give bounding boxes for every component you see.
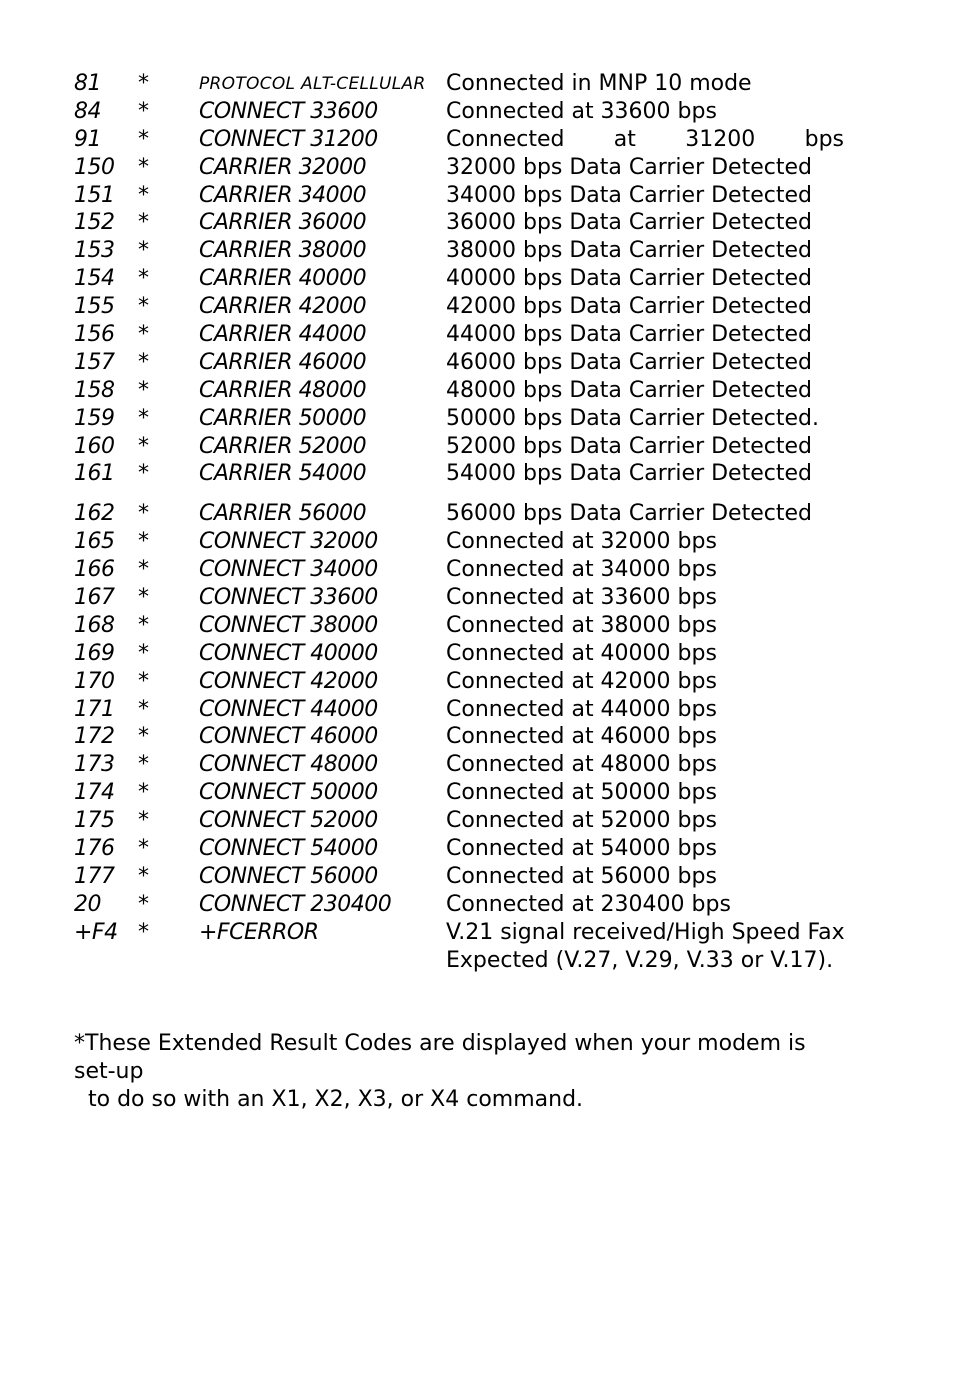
- code-number: 162: [74, 501, 115, 527]
- result-code: PROTOCOL ALT-CELLULAR: [199, 74, 426, 94]
- code-number: 171: [74, 696, 115, 722]
- code-description: Connected at 33600 bps: [446, 585, 717, 611]
- extended-marker: *: [138, 126, 149, 152]
- extended-marker: *: [138, 585, 149, 611]
- table-row: [74, 209, 874, 237]
- result-code: CONNECT 54000: [199, 836, 378, 862]
- extended-marker: *: [138, 724, 149, 750]
- code-number: 175: [74, 808, 115, 834]
- code-number: 170: [74, 668, 115, 694]
- code-description: 42000 bps Data Carrier Detected: [446, 294, 812, 320]
- code-number: 173: [74, 752, 115, 778]
- code-description: Connected at 34000 bps: [446, 557, 717, 583]
- extended-marker: *: [138, 557, 149, 583]
- extended-marker: *: [138, 238, 149, 264]
- result-code: CARRIER 46000: [199, 349, 367, 375]
- table-row: [74, 556, 874, 584]
- code-number: 84: [74, 98, 101, 124]
- result-code: CARRIER 36000: [199, 210, 367, 236]
- table-row: [74, 349, 874, 377]
- extended-marker: *: [138, 349, 149, 375]
- code-number: +F4: [74, 919, 118, 945]
- extended-marker: *: [138, 863, 149, 889]
- code-description: 34000 bps Data Carrier Detected: [446, 182, 812, 208]
- code-number: 20: [74, 891, 101, 917]
- table-row: [74, 500, 874, 528]
- code-number: 158: [74, 377, 115, 403]
- extended-marker: *: [138, 696, 149, 722]
- result-code: CONNECT 31200: [199, 126, 378, 152]
- result-code: CARRIER 42000: [199, 294, 367, 320]
- code-description: Connected at 50000 bps: [446, 780, 717, 806]
- code-description: V.21 signal received/High Speed Fax Expected (V.27, V.29, V.33 or V.17).: [446, 919, 845, 973]
- table-row: [74, 696, 874, 724]
- extended-marker: *: [138, 98, 149, 124]
- code-description: 48000 bps Data Carrier Detected: [446, 377, 812, 403]
- code-number: 165: [74, 529, 115, 555]
- code-description: Connected at 40000 bps: [446, 640, 717, 666]
- code-description: Connected at 230400 bps: [446, 891, 731, 917]
- table-row: [74, 528, 874, 556]
- result-code: CONNECT 40000: [199, 640, 378, 666]
- footnote-line-1: *These Extended Result Codes are displayed when your modem is set-up: [74, 1031, 806, 1084]
- result-code: CARRIER 48000: [199, 377, 367, 403]
- code-description: 38000 bps Data Carrier Detected: [446, 238, 812, 264]
- extended-marker: *: [138, 668, 149, 694]
- extended-marker: *: [138, 808, 149, 834]
- result-code: CARRIER 32000: [199, 154, 367, 180]
- result-code: CONNECT 50000: [199, 780, 378, 806]
- code-description: Connected at 32000 bps: [446, 529, 717, 555]
- result-code: CONNECT 46000: [199, 724, 378, 750]
- result-code: CARRIER 34000: [199, 182, 367, 208]
- table-row: [74, 751, 874, 779]
- table-row: [74, 863, 874, 891]
- table-row: [74, 126, 874, 154]
- code-description: 32000 bps Data Carrier Detected: [446, 154, 812, 180]
- extended-marker: *: [138, 612, 149, 638]
- result-code: +FCERROR: [199, 919, 319, 945]
- code-description: Connected at 48000 bps: [446, 752, 717, 778]
- code-number: 167: [74, 585, 115, 611]
- code-number: 174: [74, 780, 115, 806]
- result-code: CARRIER 54000: [199, 461, 367, 487]
- extended-marker: *: [138, 154, 149, 180]
- table-row: [74, 433, 874, 461]
- extended-marker: *: [138, 322, 149, 348]
- extended-marker: *: [138, 377, 149, 403]
- result-code: CONNECT 44000: [199, 696, 378, 722]
- result-code: CONNECT 32000: [199, 529, 378, 555]
- table-row: [74, 919, 874, 975]
- footnote: [74, 1030, 854, 1114]
- result-codes-table: [74, 70, 874, 975]
- code-description: Connected in MNP 10 mode: [446, 71, 752, 96]
- code-description: Connected at 38000 bps: [446, 612, 717, 638]
- table-row: [74, 779, 874, 807]
- code-number: 156: [74, 322, 115, 348]
- result-code: CONNECT 33600: [199, 585, 378, 611]
- table-row: [74, 612, 874, 640]
- extended-marker: *: [138, 529, 149, 555]
- table-row: [74, 460, 874, 488]
- extended-marker: *: [138, 433, 149, 459]
- code-number: 157: [74, 349, 115, 375]
- code-number: 150: [74, 154, 115, 180]
- result-code: CONNECT 38000: [199, 612, 378, 638]
- extended-marker: *: [138, 71, 149, 96]
- extended-marker: *: [138, 919, 149, 945]
- code-number: 161: [74, 461, 115, 487]
- result-code: CONNECT 48000: [199, 752, 378, 778]
- result-code: CARRIER 40000: [199, 266, 367, 292]
- code-description: Connected at 54000 bps: [446, 836, 717, 862]
- extended-marker: *: [138, 891, 149, 917]
- code-description: Connected at 56000 bps: [446, 863, 717, 889]
- table-row: [74, 640, 874, 668]
- extended-marker: *: [138, 294, 149, 320]
- table-row: [74, 835, 874, 863]
- code-number: 177: [74, 863, 115, 889]
- table-row: [74, 154, 874, 182]
- result-code: CARRIER 52000: [199, 433, 367, 459]
- code-description: Connected at 46000 bps: [446, 724, 717, 750]
- code-description: Connected at 42000 bps: [446, 668, 717, 694]
- code-number: 168: [74, 612, 115, 638]
- code-number: 153: [74, 238, 115, 264]
- code-description: Connected at 31200 bps: [446, 126, 844, 152]
- table-row: [74, 377, 874, 405]
- code-description: Connected at 52000 bps: [446, 808, 717, 834]
- result-code: CARRIER 44000: [199, 322, 367, 348]
- result-code: CONNECT 34000: [199, 557, 378, 583]
- table-row: [74, 237, 874, 265]
- table-row: [74, 584, 874, 612]
- result-code: CONNECT 230400: [199, 891, 392, 917]
- result-code: CARRIER 50000: [199, 405, 367, 431]
- code-description: 52000 bps Data Carrier Detected: [446, 433, 812, 459]
- result-code: CONNECT 56000: [199, 863, 378, 889]
- extended-marker: *: [138, 640, 149, 666]
- code-description: 54000 bps Data Carrier Detected: [446, 461, 812, 487]
- code-description: 50000 bps Data Carrier Detected.: [446, 405, 819, 431]
- extended-marker: *: [138, 836, 149, 862]
- table-row: [74, 98, 874, 126]
- code-number: 155: [74, 294, 115, 320]
- code-number: 151: [74, 182, 115, 208]
- result-code: CONNECT 42000: [199, 668, 378, 694]
- extended-marker: *: [138, 752, 149, 778]
- code-description: 44000 bps Data Carrier Detected: [446, 322, 812, 348]
- table-row: [74, 265, 874, 293]
- extended-marker: *: [138, 210, 149, 236]
- code-description: 36000 bps Data Carrier Detected: [446, 210, 812, 236]
- code-number: 91: [74, 126, 101, 152]
- code-number: 169: [74, 640, 115, 666]
- code-number: 160: [74, 433, 115, 459]
- code-number: 154: [74, 266, 115, 292]
- table-row: [74, 405, 874, 433]
- footnote-line-2: to do so with an X1, X2, X3, or X4 command.: [88, 1087, 584, 1112]
- table-row: [74, 723, 874, 751]
- extended-marker: *: [138, 780, 149, 806]
- table-row: [74, 668, 874, 696]
- code-description: 40000 bps Data Carrier Detected: [446, 266, 812, 292]
- result-code: CARRIER 38000: [199, 238, 367, 264]
- extended-marker: *: [138, 501, 149, 527]
- code-number: 166: [74, 557, 115, 583]
- table-row: [74, 321, 874, 349]
- table-row: [74, 70, 874, 98]
- code-number: 81: [74, 71, 101, 96]
- result-code: CARRIER 56000: [199, 501, 367, 527]
- extended-marker: *: [138, 461, 149, 487]
- code-number: 176: [74, 836, 115, 862]
- table-row: [74, 182, 874, 210]
- code-number: 159: [74, 405, 115, 431]
- code-description: 56000 bps Data Carrier Detected: [446, 501, 812, 527]
- table-row: [74, 807, 874, 835]
- extended-marker: *: [138, 266, 149, 292]
- extended-marker: *: [138, 182, 149, 208]
- result-code: CONNECT 52000: [199, 808, 378, 834]
- extended-marker: *: [138, 405, 149, 431]
- code-description: Connected at 44000 bps: [446, 696, 717, 722]
- code-description: Connected at 33600 bps: [446, 98, 717, 124]
- code-number: 172: [74, 724, 115, 750]
- code-description: 46000 bps Data Carrier Detected: [446, 349, 812, 375]
- table-row: [74, 293, 874, 321]
- code-number: 152: [74, 210, 115, 236]
- result-code: CONNECT 33600: [199, 98, 378, 124]
- table-row: [74, 891, 874, 919]
